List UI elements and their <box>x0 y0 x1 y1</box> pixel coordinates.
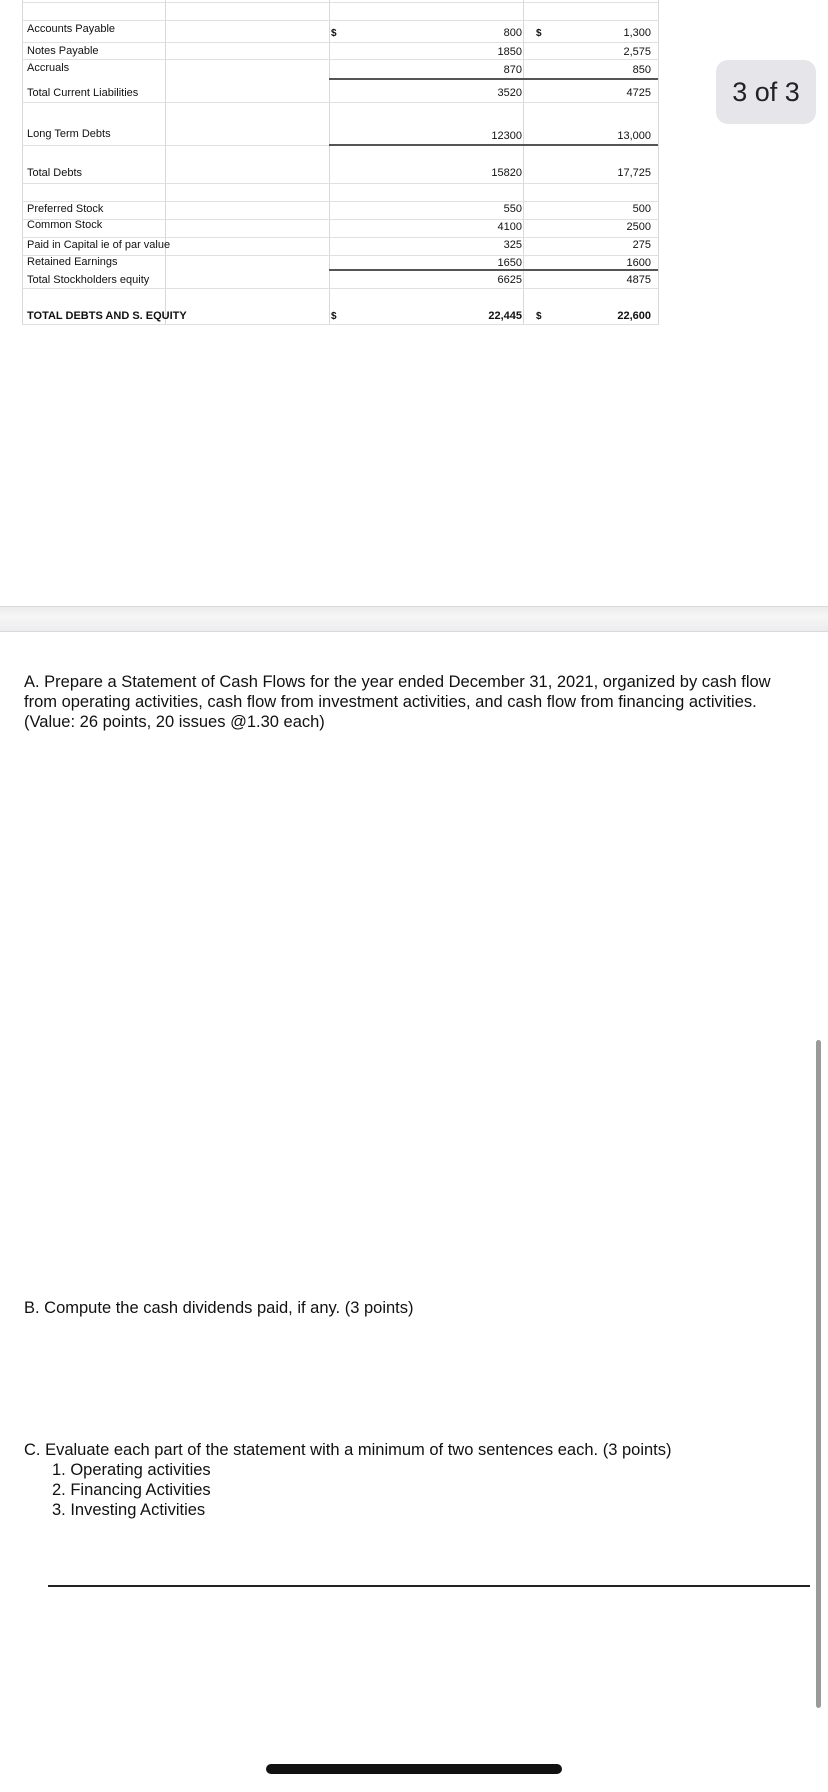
page-break <box>0 606 828 632</box>
row-label: Preferred Stock <box>27 203 104 215</box>
list-item: 2. Financing Activities <box>52 1481 211 1499</box>
value-2021: 4100 <box>497 221 522 233</box>
row-label: Total Current Liabilities <box>27 87 139 99</box>
home-indicator[interactable] <box>266 1764 562 1774</box>
value-2020: 1600 <box>626 257 651 269</box>
row-label: Notes Payable <box>27 45 99 57</box>
value-2020: 4725 <box>626 87 651 99</box>
value-2021: 550 <box>503 203 522 215</box>
value-2021: 12300 <box>491 130 522 142</box>
answer-line <box>48 1585 810 1587</box>
value-2020: 17,725 <box>617 167 651 179</box>
row-label: Paid in Capital ie of par value <box>27 239 171 251</box>
row-label: Total Debts <box>27 167 83 179</box>
question-c: C. Evaluate each part of the statement with a minimum of two sentences each. (3 points) <box>24 1441 672 1459</box>
value-2021: 15820 <box>491 167 522 179</box>
value-2020: 500 <box>632 203 651 215</box>
question-a: A. Prepare a Statement of Cash Flows for the year ended December 31, 2021, organized by cash flow from operating activities, cash flow from investment activities, and cash flow from financing activities. (Value: 26 points, 20 issues @1.30 each) <box>24 673 771 731</box>
value-2021: 1850 <box>497 46 522 58</box>
balance-sheet <box>22 0 658 325</box>
value-2020: 2,575 <box>623 46 651 58</box>
question-c-list <box>52 1460 211 1520</box>
list-item: 3. Investing Activities <box>52 1501 206 1519</box>
row-label: Total Stockholders equity <box>27 274 150 286</box>
row-label: Retained Earnings <box>27 256 118 268</box>
value-2020: 13,000 <box>617 130 651 142</box>
list-item: 1. Operating activities <box>52 1461 211 1479</box>
value-2020: 2500 <box>626 221 651 233</box>
value-2021: 870 <box>503 64 522 76</box>
currency-symbol: $ <box>536 311 542 322</box>
currency-symbol: $ <box>331 311 337 322</box>
row-label: Accruals <box>27 62 70 74</box>
value-2020: 275 <box>632 239 651 251</box>
value-2021: 1650 <box>497 257 522 269</box>
value-2021: 325 <box>503 239 522 251</box>
value-2020: 4875 <box>626 274 651 286</box>
currency-symbol: $ <box>331 28 337 39</box>
value-2021: 800 <box>503 27 522 39</box>
row-label-total: TOTAL DEBTS AND S. EQUITY <box>27 310 187 322</box>
currency-symbol: $ <box>536 28 542 39</box>
row-label: Common Stock <box>27 219 103 231</box>
value-2021: 6625 <box>497 274 522 286</box>
value-2021-total: 22,445 <box>488 310 522 322</box>
page-indicator-badge: 3 of 3 <box>716 60 816 124</box>
row-label: Accounts Payable <box>27 23 116 35</box>
row-label: Long Term Debts <box>27 128 111 140</box>
value-2020: 1,300 <box>623 27 651 39</box>
value-2020: 850 <box>632 64 651 76</box>
question-b: B. Compute the cash dividends paid, if any. (3 points) <box>24 1299 414 1317</box>
scroll-indicator[interactable] <box>816 1040 821 1708</box>
value-2021: 3520 <box>497 87 522 99</box>
value-2020-total: 22,600 <box>617 310 651 322</box>
